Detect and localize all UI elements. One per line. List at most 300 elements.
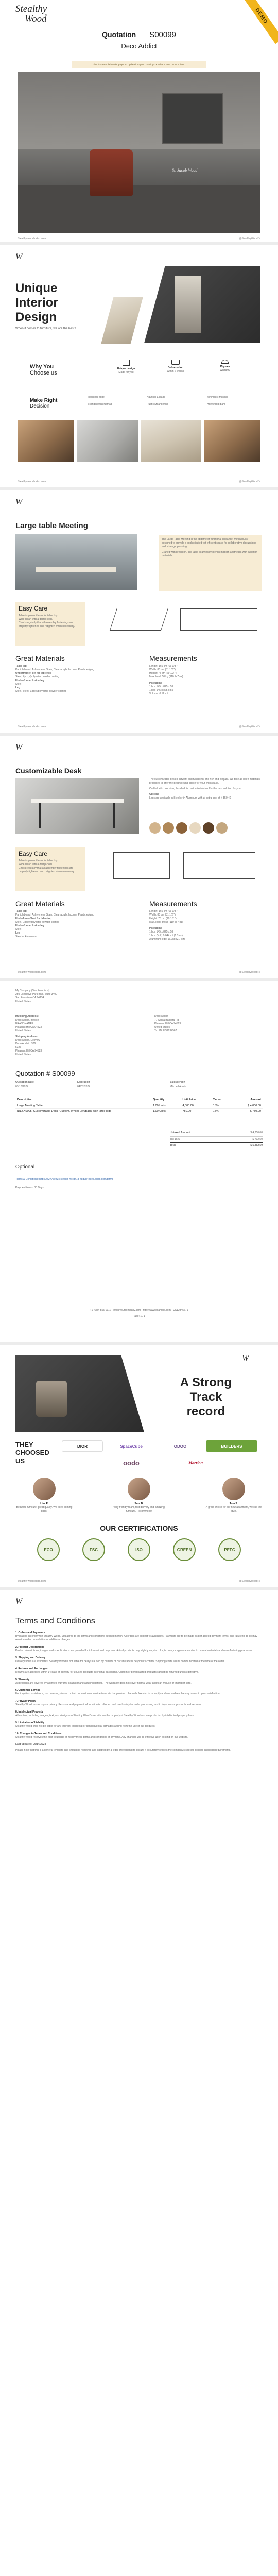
col-amount: Amount xyxy=(232,1097,263,1103)
track-title xyxy=(154,1376,257,1419)
table-sketch xyxy=(110,608,168,631)
material-line: Steel, Epoxy/polyester powder coating xyxy=(15,675,60,679)
product-title: Large table Meeting xyxy=(15,521,88,530)
wood-swatch xyxy=(203,822,214,834)
feature-item xyxy=(152,360,199,374)
measurements-title: Measurements xyxy=(149,900,197,908)
testimonial-name: Sara B. xyxy=(134,1502,144,1505)
easy-care-title: Easy Care xyxy=(19,850,48,857)
payment-terms: Payment terms: 30 Days xyxy=(15,1186,44,1189)
wood-swatch xyxy=(149,822,161,834)
terms-section-heading: 2. Product Descriptions xyxy=(15,1646,45,1649)
brand-mark: W xyxy=(15,498,23,506)
terms-link[interactable]: Terms & Conditions: https://b2776e43c-stealth-mc-d41b-48d7b4e6e5.odoo.com/terms xyxy=(15,1178,114,1181)
product-description-2: Crafted with precision, this table seamlessly blends modern aesthetics with superior materials. xyxy=(162,551,257,557)
intro-photo-main xyxy=(144,266,260,343)
testimonial-text: Very friendly team, fast delivery and amazing furniture. Recommend! xyxy=(113,1506,165,1513)
cell-amount: $ 4,000.00 xyxy=(232,1103,263,1109)
style-item: Hollywood glam xyxy=(207,403,225,406)
terms-section-text: Stealthy Wood reserves the right to update or modify these terms and conditions at any time. Any changes will be effective upon posting on our website. xyxy=(15,1736,188,1739)
footer-url: Stealthy-wood.odoo.com xyxy=(18,1580,46,1583)
material-line: Underframe/Feet for table top xyxy=(15,917,52,920)
terms-section-heading: 10. Changes to Terms and Conditions xyxy=(15,1732,62,1735)
terms-section-heading: 8. Intellectual Property xyxy=(15,1710,43,1714)
terms-page xyxy=(0,1590,278,2576)
feature-title: Unique design xyxy=(117,367,135,370)
address-line: Deco Addict L326 xyxy=(15,1042,36,1045)
product-description-1: The Large Table Meeting is the epitome of functional elegance, meticulously designed to provide a sophisticated yet efficient space for collaborative discussions and strategic planning. xyxy=(162,538,256,548)
material-line: Particleboard, Ash veneer, Stain, Clear acrylic lacquer, Plastic edging xyxy=(15,668,94,671)
intro-title-line3: Design xyxy=(15,310,57,324)
measurements-list xyxy=(149,665,252,696)
meta-label: Expiration xyxy=(77,1081,90,1084)
desk-sketch-front xyxy=(183,852,255,879)
footer-handle xyxy=(239,237,260,240)
brand-mark: W xyxy=(15,743,23,752)
x-icon: 𝕏 xyxy=(258,1580,260,1583)
wood-swatch xyxy=(189,822,201,834)
intro-photo-small xyxy=(101,297,143,344)
footer-handle xyxy=(239,725,260,728)
meta-label: Salesperson xyxy=(170,1081,185,1084)
terms-title: Terms and Conditions xyxy=(15,1617,95,1625)
shipping-title: Shipping Address: xyxy=(15,1035,39,1038)
footer-url: Stealthy-wood.odoo.com xyxy=(18,971,46,974)
terms-closing-note: Please note that this is a general template and should be reviewed and adapted by a legal professional to ensure it accurately reflects the company's specific policies and legal requirements. xyxy=(15,1749,231,1752)
track-photo xyxy=(15,1355,144,1432)
page-footer xyxy=(0,1578,278,1585)
gallery-photo xyxy=(204,420,260,462)
x-icon: 𝕏 xyxy=(258,725,260,728)
col-unit-price: Unit Price xyxy=(181,1097,211,1103)
certification-name: ECO xyxy=(44,1547,53,1552)
address-line: United States xyxy=(15,1029,31,1032)
cell-unit-price: 4,000.00 xyxy=(181,1103,211,1109)
x-icon: 𝕏 xyxy=(258,971,260,974)
why-title-line2: Choose us xyxy=(30,370,57,376)
cell-quantity: 1.00 Units xyxy=(151,1103,181,1109)
terms-section-text: All products are covered by a limited warranty against manufacturing defects. The warranty does not cover normal wear and tear, misuse or improper care. xyxy=(15,1682,192,1685)
track-title-line2: Track xyxy=(189,1390,222,1404)
desk-leg-image xyxy=(39,803,41,828)
address-line: Tax ID: US1234567 xyxy=(154,1029,177,1032)
meta-label: Quotation Date xyxy=(15,1081,34,1084)
material-line: Under-frame/ Inside leg xyxy=(15,679,44,682)
optional-title: Optional xyxy=(15,1164,35,1170)
umbrella-icon xyxy=(221,360,229,364)
product-description xyxy=(159,535,262,591)
photo-floor xyxy=(18,185,260,233)
photo-wall xyxy=(18,72,260,149)
table-sketch-side xyxy=(180,608,257,631)
table-row xyxy=(15,1103,263,1109)
style-list xyxy=(88,396,268,411)
certification-badge xyxy=(218,1538,241,1561)
footer-handle xyxy=(239,1580,260,1583)
feature-list xyxy=(103,360,268,380)
quotation-label: Quotation xyxy=(102,30,136,39)
material-line: Table top xyxy=(15,665,27,668)
packaging-line: 1 box (Vol.) 0.044 m³ (1.3 oz) xyxy=(149,934,183,937)
packaging-title: Packaging xyxy=(149,927,163,930)
invoicing-address xyxy=(15,1015,118,1057)
terms-section-heading: 9. Limitation of Liability xyxy=(15,1721,44,1724)
table-top-image xyxy=(36,567,116,572)
footer-handle-text: @StealthyWood xyxy=(239,725,258,728)
brand-logo-line1: Stealthy xyxy=(15,4,47,14)
intro-page xyxy=(0,245,278,487)
product-photo xyxy=(15,534,137,590)
style-item: Rustic Meandering xyxy=(147,403,168,406)
certification-badge xyxy=(82,1538,105,1561)
footer-url: Stealthy-wood.odoo.com xyxy=(18,237,46,240)
footer-url: Stealthy-wood.odoo.com xyxy=(18,480,46,483)
footer-handle-text: @StealthyWood xyxy=(239,480,258,483)
cover-page xyxy=(0,0,278,242)
untaxed-label: Untaxed Amount xyxy=(170,1131,190,1134)
certification-name: PEFC xyxy=(224,1547,235,1552)
gallery-photo xyxy=(18,420,74,462)
brand-mark: W xyxy=(15,252,23,261)
page-footer xyxy=(0,235,278,242)
sample-header-notice-text: This is a sample header page, so update it to go to: Settings > Sales > PDF quote builder. xyxy=(93,63,185,66)
cell-taxes: 15% xyxy=(212,1103,232,1109)
meta-value: 03/10/2024 xyxy=(15,1085,29,1088)
testimonial-text: A great choice for our new apartment, we like the style. xyxy=(205,1506,262,1513)
address-line: Pleasant Hill CA 94523 xyxy=(15,1049,42,1053)
material-line: Underframe/Feet for table top xyxy=(15,672,52,675)
total-value: $ 5,462.50 xyxy=(250,1144,263,1147)
client-logo: DIOR xyxy=(62,1440,103,1452)
material-line: Leg xyxy=(15,686,20,689)
quotation-meta xyxy=(15,1081,263,1091)
easy-care-box xyxy=(15,847,85,891)
terms-section-heading: 5. Warranty xyxy=(15,1678,30,1681)
product-description-2: Crafted with precision, this desk is customizable to offer the best solution for you. xyxy=(149,787,241,790)
feature-title: 15 years xyxy=(219,365,231,368)
avatar xyxy=(128,1478,150,1500)
testimonial xyxy=(205,1502,263,1513)
intro-title xyxy=(15,281,58,325)
invoicing-title: Invoicing Address: xyxy=(15,1015,39,1018)
quotation-header xyxy=(0,29,278,40)
address-line: Deco Addict, Invoice xyxy=(15,1019,39,1022)
style-item: Nautical Escape xyxy=(147,396,166,399)
table-product-page xyxy=(0,490,278,733)
certification-badge xyxy=(128,1538,150,1561)
terms-section xyxy=(15,1710,263,1718)
easy-care-line: Check regularly that all assembly fastenings are properly tightened and retighten when necessary. xyxy=(19,867,75,873)
customer-address xyxy=(154,1015,257,1033)
footer-handle xyxy=(239,480,260,483)
easy-care-line: Check regularly that all assembly fastenings are properly tightened and retighten when necessary. xyxy=(19,621,75,628)
footer-handle-text: @StealthyWood xyxy=(239,237,258,240)
address-line: United States xyxy=(154,1026,170,1029)
wood-swatch xyxy=(216,822,228,834)
terms-section xyxy=(15,1646,263,1653)
cell-quantity: 1.00 Units xyxy=(151,1109,181,1114)
easy-care-line: Wipe clean with a damp cloth. xyxy=(19,618,53,621)
terms-section xyxy=(15,1667,263,1674)
terms-section-heading: 6. Customer Service xyxy=(15,1689,41,1692)
certification-badge xyxy=(173,1538,196,1561)
feature-text: within 2 weeks xyxy=(167,370,184,373)
terms-section-text: For inquiries, assistance, or concerns, please contact our customer service team via the provided channels. We aim to promptly address and resolve any issues to your satisfaction. xyxy=(15,1692,220,1696)
testimonial xyxy=(15,1502,73,1513)
company-line: United States xyxy=(15,1000,31,1003)
client-logo: ODOO xyxy=(173,1444,187,1449)
totals-block xyxy=(170,1130,263,1148)
client-logo: SpaceCube xyxy=(120,1444,143,1449)
photo-caption: St. Jacob Wood xyxy=(172,168,198,173)
feature-title: Delivered on xyxy=(167,366,183,369)
certification-badge xyxy=(37,1538,60,1561)
desk-top-image xyxy=(31,799,124,803)
materials-title: Great Materials xyxy=(15,654,65,663)
cell-description: [DESK0005] Customizable Desk (Custom, White) Left/Back: with large legs xyxy=(15,1109,151,1114)
terms-section xyxy=(15,1656,263,1664)
armchair-image xyxy=(90,149,133,196)
company-address xyxy=(15,989,118,1004)
address-line: BRANDNAME2 xyxy=(15,1022,33,1025)
intro-title-line1: Unique xyxy=(15,281,58,295)
style-item: Industrial edge xyxy=(88,396,105,399)
why-title-line1: Why You xyxy=(30,364,54,370)
table-header-row xyxy=(15,1097,263,1103)
quotation-title: Quotation # S00099 xyxy=(15,1070,75,1077)
company-line: My Company (San Francisco) xyxy=(15,989,50,992)
tax-row xyxy=(170,1137,263,1142)
terms-last-updated: Last updated: 06/14/2024 xyxy=(15,1743,46,1746)
measurements-list xyxy=(149,910,252,941)
easy-care-title: Easy Care xyxy=(19,605,48,612)
materials-list xyxy=(15,910,118,939)
certification-name: FSC xyxy=(90,1547,98,1552)
certification-name: ISO xyxy=(135,1547,143,1552)
quotation-details-page xyxy=(0,981,278,1342)
sample-header-notice xyxy=(72,61,206,68)
desk-leg-image xyxy=(113,803,115,828)
footer-url: Stealthy-wood.odoo.com xyxy=(18,725,46,728)
x-icon: 𝕏 xyxy=(258,480,260,483)
packaging-line: 1 box 145 x 825 x 59 xyxy=(149,930,173,934)
brand-logo-line2: Wood xyxy=(25,13,47,24)
address-line: 5326 xyxy=(15,1046,22,1049)
testimonial-text: Beautiful furniture, great quality. We keep coming back! xyxy=(16,1506,73,1513)
terms-section-text: Delivery times are estimates. Stealthy Wood is not liable for delays caused by carriers or circumstances beyond its control. Shipping costs will be communicated at the time of the order. xyxy=(15,1660,225,1663)
order-lines-table xyxy=(15,1097,263,1114)
brand-mark: W xyxy=(15,1597,23,1606)
testimonial xyxy=(110,1502,168,1513)
untaxed-value: $ 4,750.00 xyxy=(250,1131,263,1134)
make-right-line1: Make Right xyxy=(30,398,58,403)
make-right-line2: Decision xyxy=(30,403,50,409)
page-footer xyxy=(0,478,278,485)
footer-handle-text: @StealthyWood xyxy=(239,971,258,974)
terms-section-heading: 7. Privacy Policy xyxy=(15,1700,36,1703)
track-record-page xyxy=(0,1345,278,1587)
material-line: Under-frame/ Inside leg xyxy=(15,924,44,927)
intro-title-line2: Interior xyxy=(15,296,58,310)
tax-label: Tax 15% xyxy=(170,1138,180,1141)
avatar xyxy=(33,1478,56,1500)
measurements-title: Measurements xyxy=(149,654,197,663)
terms-section xyxy=(15,1732,263,1739)
terms-body xyxy=(15,1631,263,1752)
measurement-line: Max. load: 50 kg (110 lb 7 oz) xyxy=(149,675,183,679)
address-line: United States xyxy=(15,1053,31,1056)
address-line: Pleasant Hill CA 94523 xyxy=(154,1022,181,1025)
desk-photo xyxy=(15,778,139,834)
document-footer-line: +1 (650) 555-0111 · info@yourcompany.com · http://www.example.com · US12345671 xyxy=(90,1309,188,1312)
measurement-line: Max. load: 50 kg (110 lb 7 oz) xyxy=(149,921,183,924)
packaging-line: Volume: 0.12 m³ xyxy=(149,692,168,696)
total-row xyxy=(170,1142,263,1148)
col-quantity: Quantity xyxy=(151,1097,181,1103)
terms-section xyxy=(15,1721,263,1728)
easy-care-line: Table improved/Items for table top xyxy=(19,614,58,617)
photo-window xyxy=(162,93,223,144)
client-logo: oodo xyxy=(123,1459,140,1467)
material-line: Steel xyxy=(15,683,22,686)
chair-image xyxy=(36,1381,67,1417)
materials-title: Great Materials xyxy=(15,900,65,908)
material-line: Steel, Epoxy/polyester powder coating xyxy=(15,921,60,924)
address-line: Deco Addict xyxy=(154,1015,168,1018)
track-title-line3: record xyxy=(186,1404,225,1418)
packaging-title: Packaging xyxy=(149,682,163,685)
testimonial-name: Tom S. xyxy=(229,1502,238,1505)
terms-section-text: Stealthy Wood shall not be liable for any indirect, incidental or consequential damages arising from the use of our products. xyxy=(15,1725,156,1728)
make-right-title xyxy=(30,398,57,409)
terms-section xyxy=(15,1689,263,1696)
easy-care-box xyxy=(15,602,85,646)
terms-section-heading: 1. Orders and Payments xyxy=(15,1631,45,1634)
style-item: Minimalist Musing xyxy=(207,396,228,399)
address-line: Pleasant Hill CA 94523 xyxy=(15,1026,42,1029)
footer-handle xyxy=(239,971,260,974)
avatar xyxy=(222,1478,245,1500)
material-line: Table top xyxy=(15,910,27,913)
materials-list xyxy=(15,665,118,693)
page-footer xyxy=(0,969,278,976)
meta-value: Mitchell Admin xyxy=(170,1085,187,1088)
packaging-line: Aluminum legs: 16.7kg (2.7 oz) xyxy=(149,938,185,941)
meta-value: 04/07/2024 xyxy=(77,1085,91,1088)
col-taxes: Taxes xyxy=(212,1097,232,1103)
cell-description: Large Meeting Table xyxy=(15,1103,151,1109)
product-description-1: The customizable desk is artwork and functional and rich and elegant. We take as been materials produced to offer the best working space for your workspace. xyxy=(149,778,260,785)
address-line: Deco Addict, Delivery xyxy=(15,1039,40,1042)
desk-product-page xyxy=(0,736,278,978)
quotation-number: S00099 xyxy=(149,30,176,39)
material-line: Steel, Steel, Epoxy/polyester powder coating xyxy=(15,690,67,693)
terms-section-text: Product descriptions, images and specifications are provided for informational purposes. Actual products may slightly vary in color, texture, or appearance due to natural materials and manufacturing processes. xyxy=(15,1649,253,1652)
measurement-line: Length: 160 cm (63 1/8 ") xyxy=(149,665,179,668)
packaging-line: 1 box 145 x 825 x 59 xyxy=(149,689,173,692)
they-chose-us-label: THEY CHOOSED US xyxy=(15,1440,49,1465)
brand-logo xyxy=(15,4,47,24)
intro-subtitle: When it comes to furniture, we are the best ! xyxy=(15,327,76,330)
tax-value: $ 712.50 xyxy=(252,1138,263,1141)
wood-swatch xyxy=(163,822,174,834)
measurement-line: Height: 75 cm (29 1/2 ") xyxy=(149,672,177,675)
testimonial-name: Lisa P. xyxy=(40,1502,48,1505)
feature-text: Made for you xyxy=(118,371,134,374)
cell-taxes: 15% xyxy=(212,1109,232,1114)
truck-icon xyxy=(171,360,180,365)
certification-name: GREEN xyxy=(177,1547,192,1552)
measurement-line: Length: 160 cm (63 1/8 ") xyxy=(149,910,179,913)
feature-item xyxy=(202,360,248,372)
terms-section-text: By placing an order with Stealthy Wood, you agree to the terms and conditions outlined herein. All orders are subject to availability. Payments are to be made as per agreed payment terms, and failure to do so may result in order cancellation or additional charges. xyxy=(15,1635,257,1641)
why-title xyxy=(30,364,57,376)
material-line: Leg xyxy=(15,931,20,935)
product-description xyxy=(149,778,260,800)
page-footer xyxy=(0,723,278,731)
terms-section xyxy=(15,1678,263,1685)
terms-section-text: Returns are accepted within 14 days of delivery for unused products in original packaging. Custom or personalized products cannot be returned unless defective. xyxy=(15,1671,199,1674)
gallery-photo xyxy=(77,420,138,462)
col-description: Description xyxy=(15,1097,151,1103)
cover-photo xyxy=(18,72,260,233)
material-line: Steel or Aluminum xyxy=(15,935,37,938)
terms-section-heading: 4. Returns and Exchanges xyxy=(15,1667,48,1670)
cell-unit-price: 750.00 xyxy=(181,1109,211,1114)
untaxed-row xyxy=(170,1130,263,1137)
footer-handle-text: @StealthyWood xyxy=(239,1580,258,1583)
gallery-photo xyxy=(141,420,201,462)
lamp-image xyxy=(175,276,201,333)
terms-section-heading: 3. Shipping and Delivery xyxy=(15,1656,46,1659)
terms-section xyxy=(15,1631,263,1642)
company-line: 250 Executive Park Blvd, Suite 3400 xyxy=(15,993,57,996)
style-item: Scandinavian Nomad xyxy=(88,403,112,406)
brand-mark: W xyxy=(242,1354,249,1363)
wood-swatch xyxy=(176,822,187,834)
company-line: San Francisco CA 94134 xyxy=(15,996,44,999)
certifications-title: OUR CERTIFICATIONS xyxy=(100,1524,178,1532)
options-text: Legs are available in Steel or in Aluminum with at extra cost of + $50.40 xyxy=(149,796,231,800)
measurement-line: Height: 75 cm (29 1/2 ") xyxy=(149,917,177,920)
total-label: Total xyxy=(170,1144,176,1147)
house-icon xyxy=(123,360,130,366)
terms-section xyxy=(15,1700,263,1707)
cell-amount: $ 750.00 xyxy=(232,1109,263,1114)
table-row xyxy=(15,1109,263,1114)
packaging-line: 1 box 145 x 825 x 59 xyxy=(149,685,173,688)
x-icon: 𝕏 xyxy=(258,237,260,240)
measurement-line: Width: 80 cm (31 1/2 ") xyxy=(149,668,176,671)
address-line: 77 Santa Barbara Rd xyxy=(154,1019,179,1022)
material-line: Steel xyxy=(15,928,22,931)
demo-ribbon-label: DEMO xyxy=(254,7,269,25)
feature-item xyxy=(103,360,149,375)
options-title: Options xyxy=(149,793,159,796)
easy-care-line: Wipe clean with a damp cloth. xyxy=(19,863,53,866)
customer-name: Deco Addict xyxy=(121,42,157,50)
easy-care-line: Table improved/Items for table top xyxy=(19,859,58,862)
terms-section-text: All content, including images, text, and designs on Stealthy Wood's website are the property of Stealthy Wood and are protected by intellectual property laws. xyxy=(15,1714,195,1717)
page-number: Page: 1 / 1 xyxy=(132,1315,146,1318)
terms-section-text: Stealthy Wood respects your privacy. Personal and payment information is collected and used solely for order processing and to improve our products and services. xyxy=(15,1703,202,1706)
material-line: Particleboard, Ash veneer, Stain, Clear acrylic lacquer, Plastic edging xyxy=(15,913,94,917)
measurement-line: Width: 80 cm (31 1/2 ") xyxy=(149,913,176,917)
track-title-line1: A Strong xyxy=(180,1376,232,1389)
client-logo: Marriott xyxy=(188,1460,203,1465)
feature-text: Warranty xyxy=(219,369,231,372)
product-title: Customizable Desk xyxy=(15,767,82,775)
